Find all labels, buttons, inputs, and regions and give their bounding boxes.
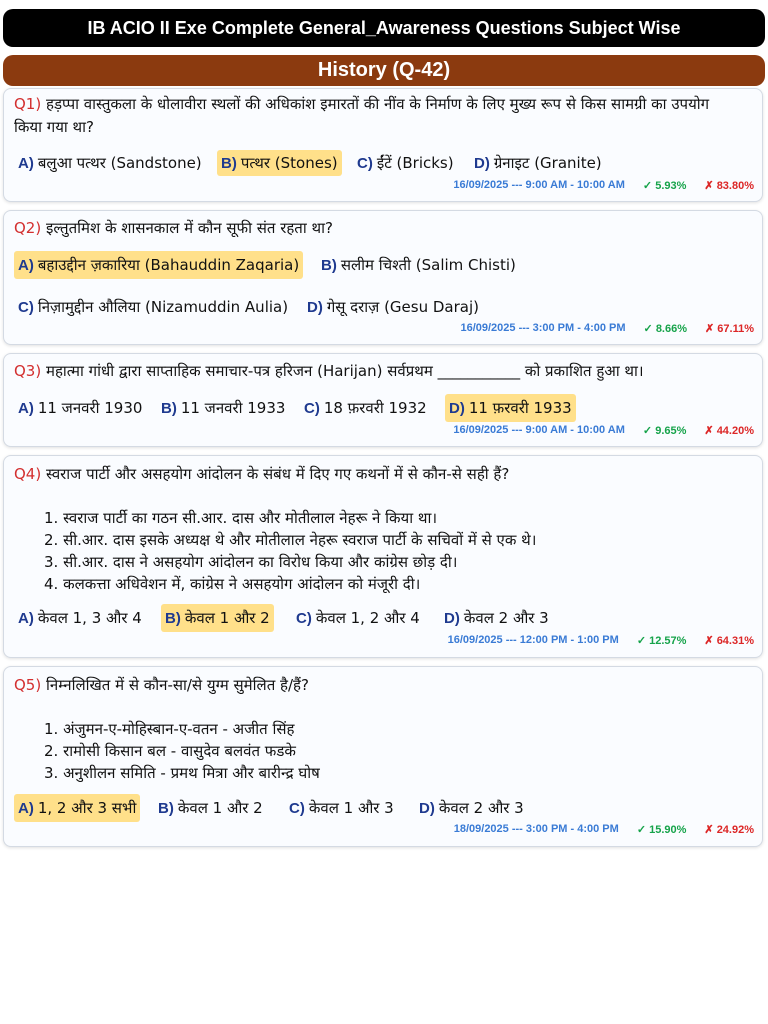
option-a[interactable] [14, 395, 146, 421]
option-text: गेसू दराज़ (Gesu Daraj) [326, 298, 479, 316]
wrong-percentage: ✗ 44.20% [704, 425, 754, 437]
question-number: Q5) [14, 676, 42, 694]
option-c[interactable] [292, 605, 424, 631]
question-text [14, 463, 722, 486]
question-text [14, 93, 722, 139]
statement-item: 1. स्वराज पार्टी का गठन सी.आर. दास और मोतीलाल नेहरू ने किया था। [44, 509, 438, 527]
correct-percentage: ✓ 9.65% [642, 425, 687, 437]
option-letter: D) [444, 610, 460, 627]
option-d[interactable] [415, 795, 528, 821]
option-text: केवल 1 और 3 [308, 799, 394, 817]
option-b-correct[interactable] [161, 604, 274, 632]
option-b[interactable] [157, 395, 289, 421]
wrong-percentage: ✗ 64.31% [704, 635, 754, 647]
option-letter: A) [18, 800, 34, 817]
option-text: 11 फ़रवरी 1933 [468, 399, 572, 417]
option-text: निज़ामुद्दीन औलिया (Nizamuddin Aulia) [37, 298, 289, 316]
cross-icon: ✗ [704, 824, 714, 836]
option-letter: C) [289, 800, 305, 817]
cross-icon: ✗ [704, 425, 714, 437]
option-b-correct[interactable] [217, 150, 342, 176]
question-text [14, 674, 722, 697]
question-body: निम्नलिखित में से कौन-सा/से युग्म सुमेलित है/हैं? [45, 676, 309, 694]
statement-item: 4. कलकत्ता अधिवेशन में, कांग्रेस ने असहयोग आंदोलन को मंजूरी दी। [44, 575, 421, 593]
question-meta [453, 179, 754, 192]
option-letter: C) [357, 155, 373, 172]
question-body: स्वराज पार्टी और असहयोग आंदोलन के संबंध में दिए गए कथनों में से कौन-से सही हैं? [45, 465, 510, 483]
question-card-1 [3, 88, 763, 202]
option-text: बलुआ पत्थर (Sandstone) [37, 154, 202, 172]
exam-date: 16/09/2025 --- 9:00 AM - 10:00 AM [453, 424, 625, 436]
option-text: बहाउद्दीन ज़कारिया (Bahauddin Zaqaria) [37, 256, 300, 274]
option-text: 18 फ़रवरी 1932 [323, 399, 427, 417]
option-text: सलीम चिश्ती (Salim Chisti) [340, 256, 516, 274]
check-icon: ✓ [643, 323, 653, 335]
option-b[interactable] [154, 795, 267, 821]
check-icon: ✓ [636, 635, 647, 647]
option-text: ईंटें (Bricks) [376, 154, 454, 172]
wrong-percentage: ✗ 83.80% [704, 180, 754, 192]
option-c[interactable] [353, 150, 458, 176]
option-letter: A) [18, 257, 34, 274]
exam-date: 18/09/2025 --- 3:00 PM - 4:00 PM [453, 823, 619, 835]
statement-item: 2. रामोसी किसान बल - वासुदेव बलवंत फडके [44, 742, 296, 760]
option-b[interactable] [317, 252, 520, 278]
option-text: केवल 2 और 3 [438, 799, 524, 817]
question-meta [460, 322, 754, 335]
option-letter: C) [18, 299, 34, 316]
question-meta [454, 823, 754, 836]
option-letter: B) [161, 400, 177, 417]
question-body: हड़प्पा वास्तुकला के धोलावीरा स्थलों की अधिकांश इमारतों की नींव के निर्माण के लिए मुख्य रूप से किस सामग्री का उपयोग किया गया था? [14, 95, 710, 136]
option-letter: D) [419, 800, 435, 817]
option-text: ग्रेनाइट (Granite) [493, 154, 602, 172]
question-number: Q1) [14, 95, 42, 113]
statement-item: 3. सी.आर. दास ने असहयोग आंदोलन का विरोध किया और कांग्रेस छोड़ दी। [44, 553, 458, 571]
question-body: महात्मा गांधी द्वारा साप्ताहिक समाचार-पत्र हरिजन (Harijan) सर्वप्रथम ___________ को प्रकाशित हुआ था। [45, 362, 644, 380]
cross-icon: ✗ [705, 323, 715, 335]
question-card-5 [3, 666, 763, 847]
question-text [14, 360, 754, 383]
option-d[interactable] [470, 150, 606, 176]
option-a-correct[interactable] [14, 251, 303, 279]
option-d-correct[interactable] [445, 394, 576, 422]
option-letter: B) [321, 257, 337, 274]
question-card-2 [3, 210, 763, 345]
option-letter: A) [18, 610, 34, 627]
exam-date: 16/09/2025 --- 3:00 PM - 4:00 PM [460, 322, 626, 334]
option-d[interactable] [440, 605, 553, 631]
exam-date: 16/09/2025 --- 9:00 AM - 10:00 AM [453, 179, 625, 191]
section-title: History (Q-42) [3, 55, 765, 86]
cross-icon: ✗ [704, 180, 714, 192]
exam-date: 16/09/2025 --- 12:00 PM - 1:00 PM [447, 634, 619, 646]
option-letter: B) [221, 155, 237, 172]
page-title: IB ACIO II Exe Complete General_Awareness Questions Subject Wise [3, 9, 765, 47]
option-d[interactable] [303, 294, 483, 320]
statement-list [44, 718, 320, 784]
cross-icon: ✗ [704, 635, 714, 647]
statement-item: 2. सी.आर. दास इसके अध्यक्ष थे और मोतीलाल नेहरू स्वराज पार्टी के सचिवों में से एक थे। [44, 531, 537, 549]
option-letter: C) [304, 400, 320, 417]
option-letter: D) [307, 299, 323, 316]
question-meta [453, 424, 754, 437]
question-number: Q3) [14, 362, 42, 380]
correct-percentage: ✓ 15.90% [636, 824, 687, 836]
option-text: 11 जनवरी 1933 [180, 399, 286, 417]
option-letter: D) [449, 400, 465, 417]
option-c[interactable] [285, 795, 398, 821]
correct-percentage: ✓ 12.57% [636, 635, 687, 647]
question-card-4 [3, 455, 763, 658]
option-text: केवल 1 और 2 [184, 609, 270, 627]
statement-item: 3. अनुशीलन समिति - प्रमथ मित्रा और बारीन्द्र घोष [44, 764, 320, 782]
correct-percentage: ✓ 5.93% [642, 180, 687, 192]
option-a[interactable] [14, 605, 146, 631]
check-icon: ✓ [636, 824, 647, 836]
option-letter: B) [158, 800, 174, 817]
question-meta [448, 634, 754, 647]
statement-item: 1. अंजुमन-ए-मोहिस्बान-ए-वतन - अजीत सिंह [44, 720, 295, 738]
question-text [14, 217, 722, 240]
wrong-percentage: ✗ 67.11% [705, 323, 754, 335]
option-text: 1, 2 और 3 सभी [37, 799, 137, 817]
check-icon: ✓ [642, 180, 653, 192]
option-letter: A) [18, 155, 34, 172]
option-text: केवल 1, 3 और 4 [37, 609, 142, 627]
option-letter: B) [165, 610, 181, 627]
option-text: पत्थर (Stones) [240, 154, 338, 172]
option-c[interactable] [300, 395, 431, 421]
option-c[interactable] [14, 294, 292, 320]
option-letter: D) [474, 155, 490, 172]
question-number: Q4) [14, 465, 42, 483]
check-icon: ✓ [642, 425, 653, 437]
correct-percentage: ✓ 8.66% [643, 323, 688, 335]
option-text: केवल 1 और 2 [177, 799, 263, 817]
option-a-correct[interactable] [14, 794, 140, 822]
statement-list [44, 507, 536, 595]
option-letter: A) [18, 400, 34, 417]
question-number: Q2) [14, 219, 42, 237]
option-text: केवल 1, 2 और 4 [315, 609, 420, 627]
option-text: केवल 2 और 3 [463, 609, 549, 627]
option-a[interactable] [14, 150, 206, 176]
option-text: 11 जनवरी 1930 [37, 399, 143, 417]
question-card-3 [3, 353, 763, 447]
option-letter: C) [296, 610, 312, 627]
wrong-percentage: ✗ 24.92% [704, 824, 754, 836]
question-body: इल्तुतमिश के शासनकाल में कौन सूफी संत रहता था? [45, 219, 333, 237]
